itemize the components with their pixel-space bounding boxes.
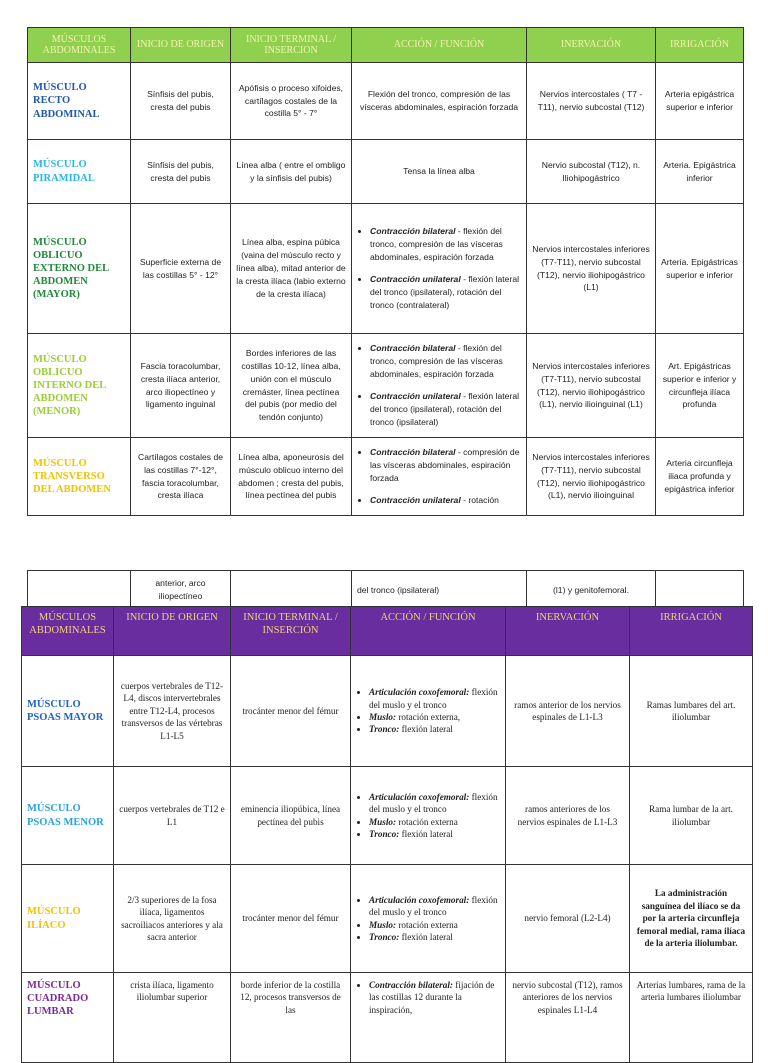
list-item: • Contracción bilateral - flexión del tronco, compresión de las vísceras abdominales, espiración forzada bbox=[370, 225, 521, 264]
blood-cell: Ramas lumbares del art. iliolumbar bbox=[630, 656, 753, 767]
table-row bbox=[28, 334, 744, 438]
header-muscles: MÚSCULOS ABDOMINALES bbox=[28, 28, 131, 63]
action-list bbox=[356, 894, 500, 944]
header-innervation: INERVACIÓN bbox=[527, 28, 656, 63]
blood-cell: Arteria epigástrica superior e inferior bbox=[656, 63, 744, 140]
action-cell: Tensa la línea alba bbox=[352, 140, 527, 204]
nerve-cell: Nervios intercostales inferiores (T7-T11), nervio subcostal (T12), nervio iliohipogástrico (L1), nervio ilioinguinal bbox=[527, 438, 656, 516]
muscle-name: MÚSCULO ILÍACO bbox=[22, 865, 114, 973]
muscle-name: MÚSCULO PSOAS MENOR bbox=[22, 767, 114, 865]
table-row bbox=[28, 204, 744, 334]
origin-cell: 2/3 superiores de la fosa ilíaca, ligamentos sacroiliacos anteriores y ala sacra anterior bbox=[114, 865, 231, 973]
origin-cell: Cartílagos costales de las costillas 7°-12°, fascia toracolumbar, cresta ilíaca bbox=[131, 438, 231, 516]
muscle-name: MÚSCULO OBLICUO EXTERNO DEL ABDOMEN (MAYOR) bbox=[28, 204, 131, 334]
action-cell bbox=[352, 438, 527, 516]
insertion-cell: trocánter menor del fémur bbox=[231, 656, 351, 767]
list-item: • Articulación coxofemoral: flexión del muslo y el tronco bbox=[369, 894, 500, 919]
muscle-name: MÚSCULO OBLICUO INTERNO DEL ABDOMEN (MENOR) bbox=[28, 334, 131, 438]
insertion-cell: Bordes inferiores de las costillas 10-12, línea alba, unión con el músculo cremáster, línea pectínea del pubis (por medio del tendón conjunto) bbox=[231, 334, 352, 438]
blood-cell: La administración sanguínea del ilíaco se da por la arteria circunfleja femoral medial, rama ilíaca de la arteria iliolumbar. bbox=[630, 865, 753, 973]
table-row bbox=[28, 63, 744, 140]
insertion-cell: eminencia iliopúbica, línea pectínea del pubis bbox=[231, 767, 351, 865]
list-item: • Contracción bilateral - flexión del tronco, compresión de las vísceras abdominales, espiración forzada bbox=[370, 342, 521, 381]
posterior-abdominal-muscles-table bbox=[21, 606, 753, 1063]
nerve-cell: Nervios intercostales inferiores (T7-T11), nervio subcostal (T12), nervio iliohipogástrico (L1) bbox=[527, 204, 656, 334]
action-list bbox=[357, 342, 521, 428]
header-origin: INICIO DE ORIGEN bbox=[114, 607, 231, 656]
list-item: • Tronco: flexión lateral bbox=[369, 828, 500, 840]
empty-cell bbox=[28, 571, 131, 610]
nerve-cell: Nervios intercostales ( T7 - T11), nervio subcostal (T12) bbox=[527, 63, 656, 140]
continuation-table bbox=[27, 570, 744, 610]
muscle-name: MÚSCULO PIRAMIDAL bbox=[28, 140, 131, 204]
nerve-cell: ramos anterior de los nervios espinales de L1-L3 bbox=[506, 656, 630, 767]
list-item: • Muslo: rotación externa, bbox=[369, 711, 500, 723]
insertion-cell: Línea alba, espina púbica (vaina del músculo recto y línea alba), mitad anterior de la cresta ilíaca (labio externo de la cresta ilíaca) bbox=[231, 204, 352, 334]
list-item: • Muslo: rotación externa bbox=[369, 816, 500, 828]
origin-cell: cuerpos vertebrales de T12-L4, discos intervertebrales entre T12-L4, procesos transversos de las vértebras L1-L5 bbox=[114, 656, 231, 767]
table-row bbox=[22, 767, 753, 865]
action-cell bbox=[351, 973, 506, 1063]
list-item: • Contracción bilateral - compresión de las vísceras abdominales, espiración forzada bbox=[370, 446, 521, 485]
blood-cell: Arteria circunfleja iliaca profunda y epigástrica inferior bbox=[656, 438, 744, 516]
insertion-cell: trocánter menor del fémur bbox=[231, 865, 351, 973]
origin-cell: Superficie externa de las costillas 5° - 12° bbox=[131, 204, 231, 334]
list-item: • Articulación coxofemoral: flexión del muslo y el tronco bbox=[369, 686, 500, 711]
list-item: • Tronco: flexión lateral bbox=[369, 931, 500, 943]
action-cell bbox=[352, 204, 527, 334]
insertion-cell: Línea alba ( entre el ombligo y la sínfisis del pubis) bbox=[231, 140, 352, 204]
header-irrigation: IRRIGACIÓN bbox=[630, 607, 753, 656]
muscle-name: MÚSCULO PSOAS MAYOR bbox=[22, 656, 114, 767]
nerve-cell: (l1) y genitofemoral. bbox=[527, 571, 656, 610]
table-header-row bbox=[28, 28, 744, 63]
action-list bbox=[357, 446, 521, 507]
nerve-cell: Nervios intercostales inferiores (T7-T11), nervio subcostal (T12), nervio iliohipogástrico (L1), nervio ilioinguinal (L1) bbox=[527, 334, 656, 438]
empty-cell bbox=[656, 571, 744, 610]
list-item: • Tronco: flexión lateral bbox=[369, 723, 500, 735]
header-innervation: INERVACIÓN bbox=[506, 607, 630, 656]
table-row bbox=[28, 140, 744, 204]
muscle-name: MÚSCULO RECTO ABDOMINAL bbox=[28, 63, 131, 140]
table-row bbox=[22, 865, 753, 973]
blood-cell: Art. Epigástricas superior e inferior y circunfleja ilíaca profunda bbox=[656, 334, 744, 438]
nerve-cell: nervio subcostal (T12), ramos anteriores de los nervios espinales L1-L4 bbox=[506, 973, 630, 1063]
action-cell: Flexión del tronco, compresión de las vísceras abdominales, espiración forzada bbox=[352, 63, 527, 140]
table-row bbox=[22, 973, 753, 1063]
table-header-row bbox=[22, 607, 753, 656]
nerve-cell: Nervio subcostal (T12), n. Iliohipogástrico bbox=[527, 140, 656, 204]
list-item: • Contracción unilateral - flexión lateral del tronco (ipsilateral), rotación del tronco (ipsilateral) bbox=[370, 390, 521, 429]
blood-cell: Arterias lumbares, rama de la arteria lumbares iliolumbar bbox=[630, 973, 753, 1063]
origin-cell: anterior, arco iliopectíneo bbox=[131, 571, 231, 610]
table-row bbox=[22, 656, 753, 767]
insertion-cell: borde inferior de la costilla 12, procesos transversos de las bbox=[231, 973, 351, 1063]
list-item: • Contracción unilateral - rotación bbox=[370, 494, 521, 507]
action-cell bbox=[351, 656, 506, 767]
muscle-name: MÚSCULO TRANSVERSO DEL ABDOMEN bbox=[28, 438, 131, 516]
action-list bbox=[356, 686, 500, 736]
table-row bbox=[28, 438, 744, 516]
header-insertion: INICIO TERMINAL / INSERCIÓN bbox=[231, 607, 351, 656]
action-cell bbox=[352, 334, 527, 438]
origin-cell: Fascia toracolumbar, cresta ilíaca anterior, arco iliopectíneo y ligamento inguinal bbox=[131, 334, 231, 438]
action-cell bbox=[351, 865, 506, 973]
list-item: • Articulación coxofemoral: flexión del muslo y el tronco bbox=[369, 791, 500, 816]
empty-cell bbox=[231, 571, 352, 610]
header-action: ACCIÓN / FUNCIÓN bbox=[352, 28, 527, 63]
table-row bbox=[28, 571, 744, 610]
blood-cell: Arteria. Epigástricas superior e inferior bbox=[656, 204, 744, 334]
action-list bbox=[356, 979, 500, 1016]
origin-cell: Sínfisis del pubis, cresta del pubis bbox=[131, 140, 231, 204]
insertion-cell: Apófisis o proceso xifoides, cartílagos costales de la costilla 5° - 7° bbox=[231, 63, 352, 140]
list-item: • Contracción bilateral: fijación de las costillas 12 durante la inspiración, bbox=[369, 979, 500, 1016]
header-insertion: INICIO TERMINAL / INSERCION bbox=[231, 28, 352, 63]
blood-cell: Rama lumbar de la art. iliolumbar bbox=[630, 767, 753, 865]
muscle-name: MÚSCULO CUADRADO LUMBAR bbox=[22, 973, 114, 1063]
insertion-cell: Línea alba, aponeurosis del músculo oblicuo interno del abdomen ; cresta del pubis, línea pectínea del pubis bbox=[231, 438, 352, 516]
action-list bbox=[357, 225, 521, 311]
header-origin: INICIO DE ORIGEN bbox=[131, 28, 231, 63]
origin-cell: cuerpos vertebrales de T12 e L1 bbox=[114, 767, 231, 865]
action-list bbox=[356, 791, 500, 841]
nerve-cell: ramos anteriores de los nervios espinales de L1-L3 bbox=[506, 767, 630, 865]
action-cell: del tronco (ipsilateral) bbox=[352, 571, 527, 610]
origin-cell: crista ilíaca, ligamento iliolumbar superior bbox=[114, 973, 231, 1063]
blood-cell: Arteria. Epigástrica inferior bbox=[656, 140, 744, 204]
list-item: • Contracción unilateral - flexión lateral del tronco (ipsilateral), rotación del tronco (contralateral) bbox=[370, 273, 521, 312]
header-action: ACCIÓN / FUNCIÓN bbox=[351, 607, 506, 656]
header-muscles: MÚSCULOS ABDOMINALES bbox=[22, 607, 114, 656]
list-item: • Muslo: rotación externa bbox=[369, 919, 500, 931]
action-cell bbox=[351, 767, 506, 865]
header-irrigation: IRRIGACIÓN bbox=[656, 28, 744, 63]
abdominal-muscles-table bbox=[27, 27, 744, 516]
origin-cell: Sínfisis del pubis, cresta del pubis bbox=[131, 63, 231, 140]
nerve-cell: nervio femoral (L2-L4) bbox=[506, 865, 630, 973]
